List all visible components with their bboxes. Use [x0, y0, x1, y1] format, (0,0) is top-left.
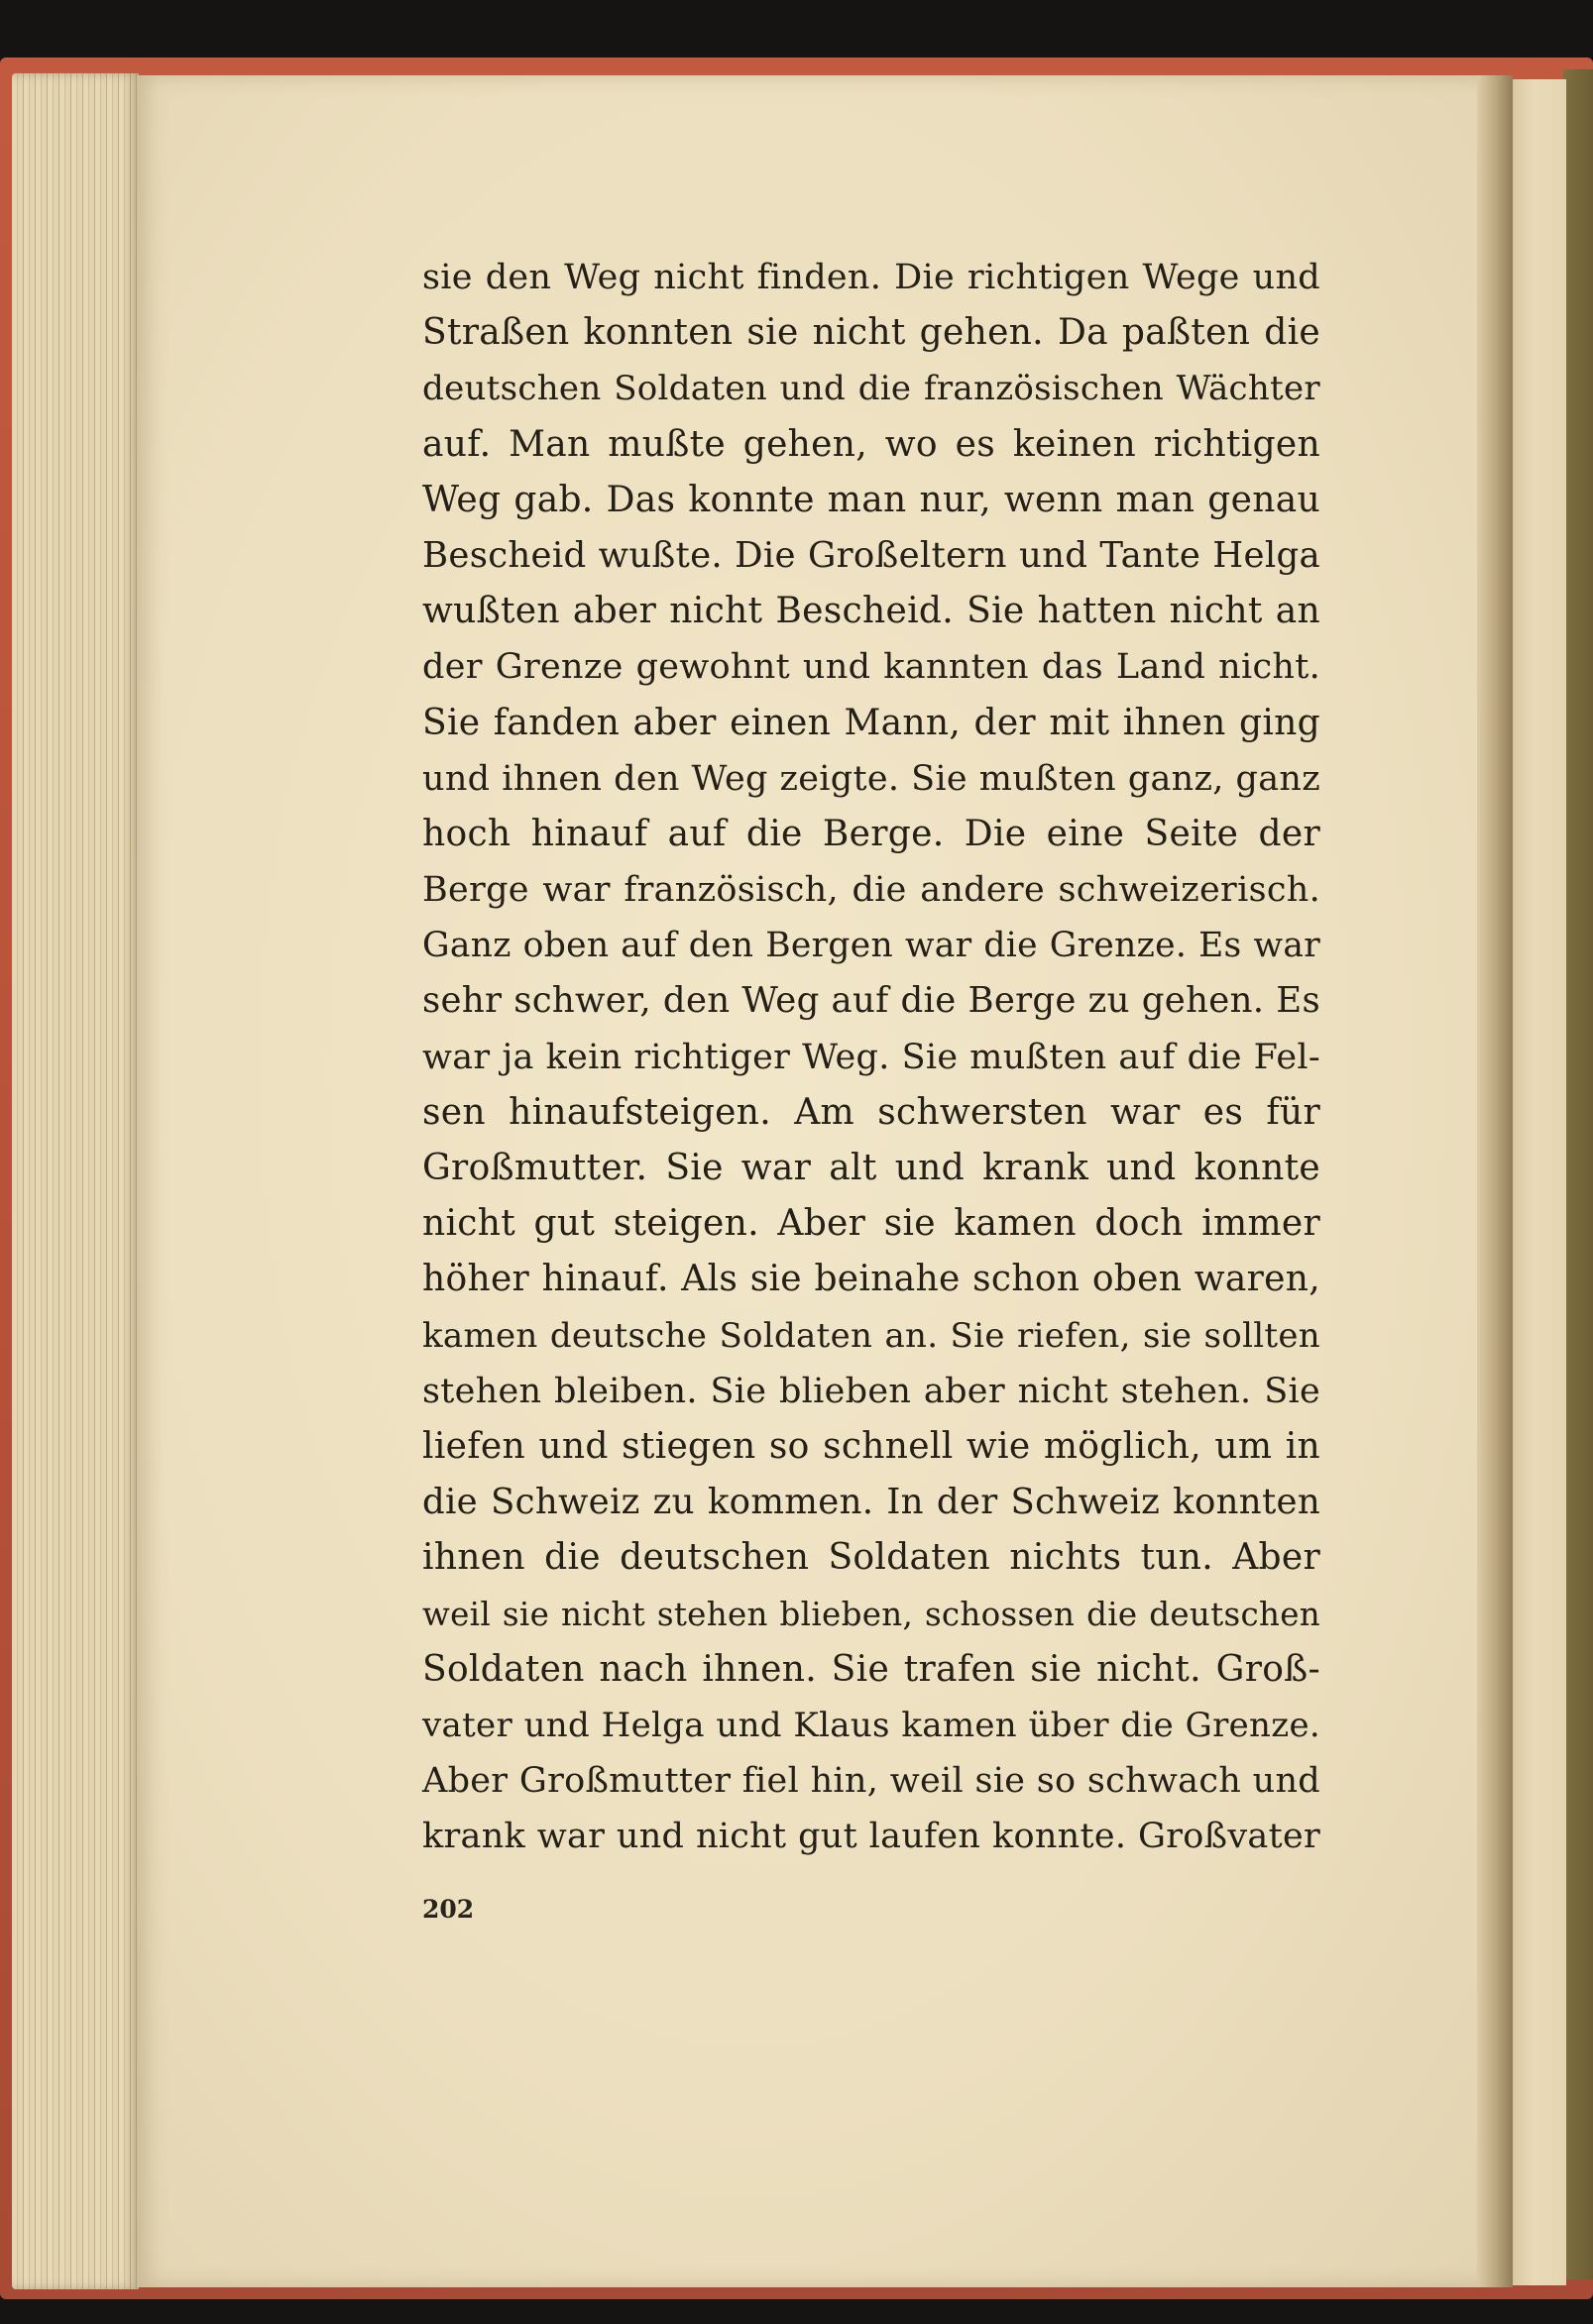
- text-line: war ja kein richtiger Weg. Sie mußten auf die Fel-: [422, 1037, 1320, 1077]
- text-line: weil sie nicht stehen blieben, schossen die deutschen: [422, 1595, 1320, 1633]
- text-line: Großmutter. Sie war alt und krank und konnte: [422, 1148, 1320, 1188]
- text-line: Soldaten nach ihnen. Sie trafen sie nicht. Groß-: [422, 1648, 1320, 1690]
- facing-page-edge: [1513, 79, 1566, 2285]
- text-line: höher hinauf. Als sie beinahe schon oben waren,: [422, 1259, 1320, 1300]
- text-line: sen hinaufsteigen. Am schwersten war es für: [422, 1091, 1320, 1133]
- text-line: sehr schwer, den Weg auf die Berge zu gehen. Es: [422, 980, 1320, 1022]
- page-number: 202: [422, 1895, 475, 1924]
- text-line: die Schweiz zu kommen. In der Schweiz konnten: [422, 1482, 1320, 1523]
- text-line: und ihnen den Weg zeigte. Sie mußten ganz, ganz: [422, 758, 1320, 799]
- text-line: wußten aber nicht Bescheid. Sie hatten nicht an: [422, 591, 1320, 632]
- body-text: [422, 250, 1320, 1864]
- text-line: ihnen die deutschen Soldaten nichts tun. Aber: [422, 1537, 1320, 1579]
- text-line: sie den Weg nicht finden. Die richtigen Wege und: [422, 258, 1320, 297]
- text-line: krank war und nicht gut laufen konnte. Großvater: [422, 1817, 1320, 1857]
- text-line: Berge war französisch, die andere schweizerisch.: [422, 870, 1320, 911]
- text-line: auf. Man mußte gehen, wo es keinen richtigen: [422, 423, 1320, 465]
- text-line: deutschen Soldaten und die französischen Wächter: [422, 369, 1320, 409]
- text-line: Bescheid wußte. Die Großeltern und Tante Helga: [422, 534, 1320, 576]
- text-line: Weg gab. Das konnte man nur, wenn man genau: [422, 479, 1320, 520]
- text-line: Sie fanden aber einen Mann, der mit ihnen ging: [422, 702, 1320, 743]
- text-line: hoch hinauf auf die Berge. Die eine Seite der: [422, 813, 1320, 854]
- text-line: der Grenze gewohnt und kannten das Land nicht.: [422, 647, 1320, 688]
- text-line: vater und Helga und Klaus kamen über die Grenze.: [422, 1705, 1320, 1745]
- book-gutter: [1477, 75, 1513, 2287]
- book-cover-right-edge: [1563, 69, 1593, 2279]
- text-line: liefen und stiegen so schnell wie möglich, um in: [422, 1425, 1320, 1467]
- text-line: Aber Großmutter fiel hin, weil sie so schwach und: [422, 1761, 1320, 1802]
- text-line: Ganz oben auf den Bergen war die Grenze. Es war: [422, 926, 1320, 966]
- page-edges: [12, 73, 139, 2289]
- text-line: stehen bleiben. Sie blieben aber nicht stehen. Sie: [422, 1371, 1320, 1411]
- text-line: kamen deutsche Soldaten an. Sie riefen, sie sollten: [422, 1315, 1320, 1356]
- text-line: nicht gut steigen. Aber sie kamen doch immer: [422, 1203, 1320, 1245]
- text-line: Straßen konnten sie nicht gehen. Da paßten die: [422, 312, 1320, 354]
